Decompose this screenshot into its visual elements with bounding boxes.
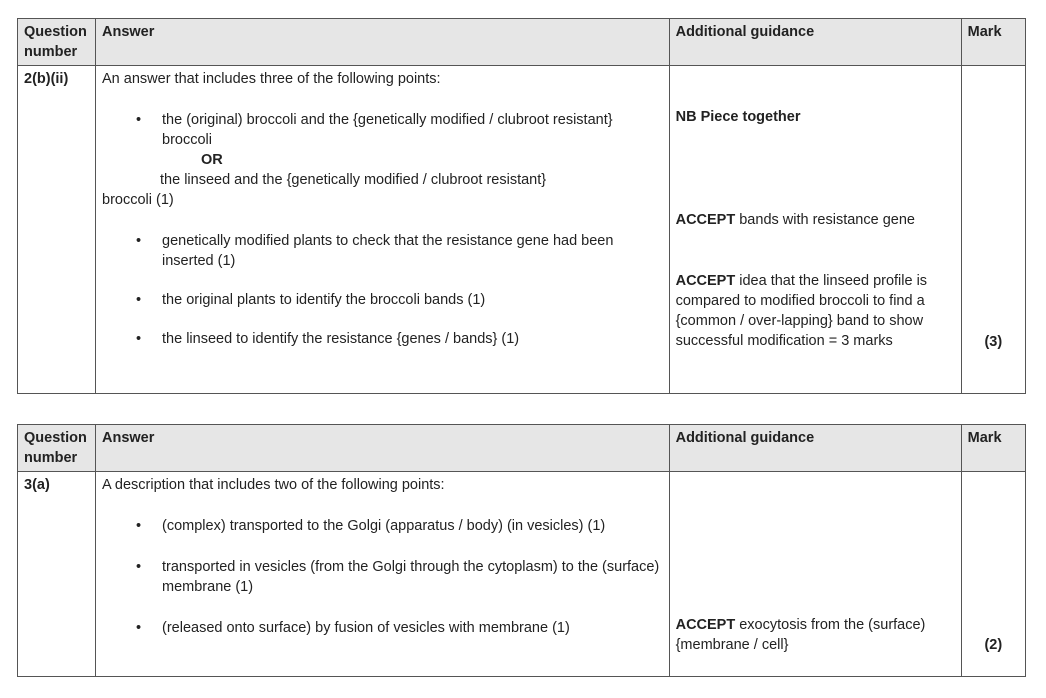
answer-point-1: • (complex) transported to the Golgi (apparatus / body) (in vesicles) (1) <box>102 516 663 536</box>
answer-row <box>18 66 1026 394</box>
header-row <box>18 19 1026 66</box>
guidance-accept-1 <box>676 210 957 230</box>
answer-intro: An answer that includes three of the following points: <box>102 71 441 87</box>
guidance-cell <box>669 66 961 394</box>
guidance-accept-2-text: idea that the linseed profile is compared to modified broccoli to find a {common / over-lapping} band to show successful modification = 3 marks <box>675 273 928 349</box>
answer-point-4: • the linseed to identify the resistance {genes / bands} (1) <box>102 329 663 349</box>
accept-keyword: ACCEPT <box>675 212 736 228</box>
header-answer: Answer <box>96 425 670 472</box>
mark-value: (3) <box>984 334 1003 350</box>
mark-scheme-table-q3a <box>17 424 1026 677</box>
mark-scheme-table-q2bii <box>17 18 1026 394</box>
question-number: 2(b)(ii) <box>18 66 96 394</box>
header-additional-guidance: Additional guidance <box>669 19 961 66</box>
question-number: 3(a) <box>18 472 96 677</box>
answer-row <box>18 472 1026 677</box>
answer-point-3: • the original plants to identify the broccoli bands (1) <box>102 290 663 310</box>
guidance-accept-1-text: bands with resistance gene <box>735 212 915 228</box>
header-row <box>18 425 1026 472</box>
answer-point-1: • the (original) broccoli and the {genetically modified / clubroot resistant} broccoli <box>102 110 663 150</box>
guidance-cell <box>669 472 961 677</box>
or-label: OR <box>201 152 223 168</box>
answer-point-3: • (released onto surface) by fusion of vesicles with membrane (1) <box>102 618 663 638</box>
header-question-number: Question number <box>18 425 96 472</box>
answer-point-1-alt-end: broccoli (1) <box>102 192 174 208</box>
answer-point-1-alt: the linseed and the {genetically modified / clubroot resistant} <box>160 172 547 188</box>
guidance-note: NB Piece together <box>675 109 801 125</box>
header-question-number: Question number <box>18 19 96 66</box>
answer-intro: A description that includes two of the following points: <box>102 477 445 493</box>
guidance-accept-2 <box>676 271 957 351</box>
mark-cell <box>961 472 1025 677</box>
accept-keyword: ACCEPT <box>675 273 736 289</box>
mark-cell <box>961 66 1025 394</box>
header-answer: Answer <box>96 19 670 66</box>
header-mark: Mark <box>961 19 1025 66</box>
answer-point-2: • transported in vesicles (from the Golgi through the cytoplasm) to the (surface) membrane (1) <box>102 557 663 597</box>
answer-cell <box>96 472 670 677</box>
accept-keyword: ACCEPT <box>675 617 736 633</box>
answer-cell <box>96 66 670 394</box>
header-additional-guidance: Additional guidance <box>669 425 961 472</box>
guidance-accept-1 <box>676 615 957 655</box>
mark-value: (2) <box>984 637 1003 653</box>
answer-point-2: • genetically modified plants to check that the resistance gene had been inserted (1) <box>102 231 663 271</box>
guidance-accept-1-text: exocytosis from the (surface) {membrane / cell} <box>675 617 926 653</box>
header-mark: Mark <box>961 425 1025 472</box>
